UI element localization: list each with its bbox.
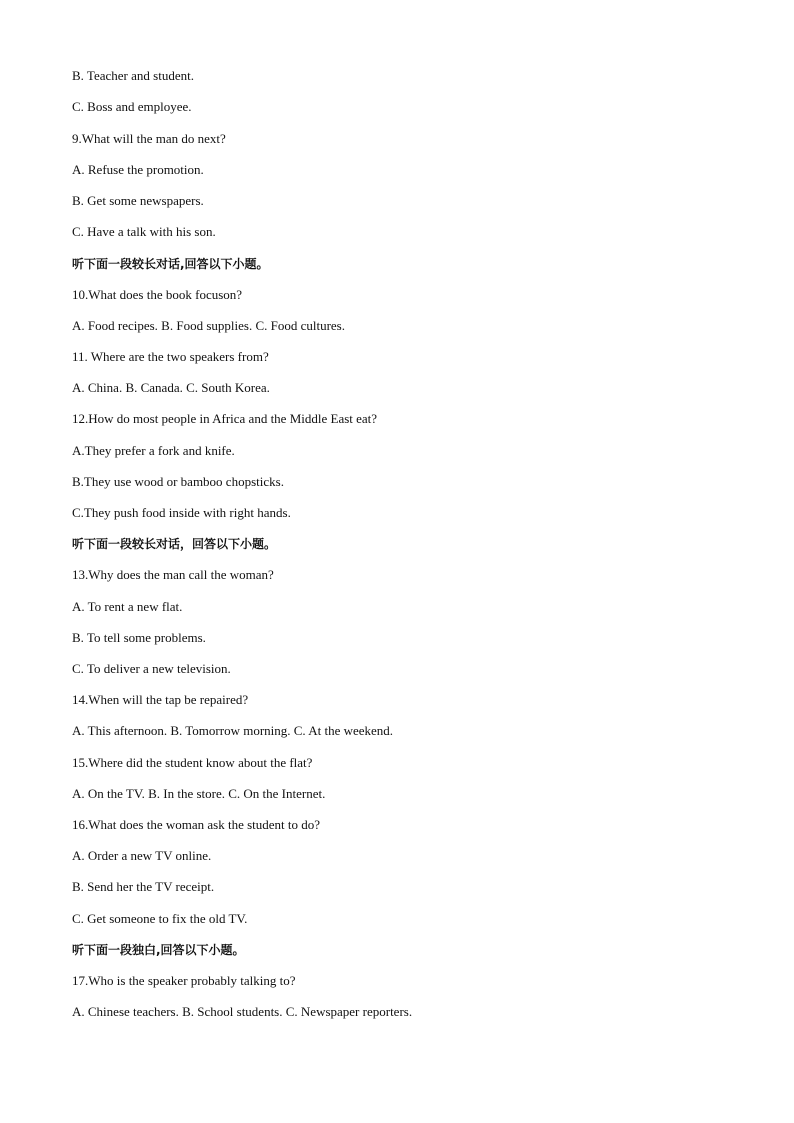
option-line: A. Food recipes. B. Food supplies. C. Food cultures.: [72, 318, 345, 333]
question-line: 9.What will the man do next?: [72, 131, 226, 146]
question-line: 11. Where are the two speakers from?: [72, 349, 269, 364]
option-line: C. To deliver a new television.: [72, 661, 231, 676]
option-line: C.They push food inside with right hands.: [72, 505, 291, 520]
section-heading: 听下面一段独白,回答以下小题。: [72, 943, 245, 957]
option-line: A. Order a new TV online.: [72, 848, 212, 863]
option-line: B. Get some newspapers.: [72, 193, 204, 208]
section-heading: 听下面一段较长对话，回答以下小题。: [72, 537, 277, 551]
option-line: C. Boss and employee.: [72, 99, 192, 114]
question-line: 13.Why does the man call the woman?: [72, 567, 274, 582]
question-line: 16.What does the woman ask the student to do?: [72, 817, 321, 832]
option-line: C. Get someone to fix the old TV.: [72, 911, 248, 926]
option-line: A.They prefer a fork and knife.: [72, 443, 235, 458]
option-line: A. Chinese teachers. B. School students. C. Newspaper reporters.: [72, 1004, 413, 1019]
question-line: 14.When will the tap be repaired?: [72, 692, 249, 707]
question-line: 15.Where did the student know about the flat?: [72, 755, 313, 770]
question-line: 10.What does the book focuson?: [72, 287, 243, 302]
question-line: 12.How do most people in Africa and the Middle East eat?: [72, 411, 378, 426]
option-line: A. China. B. Canada. C. South Korea.: [72, 380, 270, 395]
option-line: A. To rent a new flat.: [72, 599, 183, 614]
option-line: B.They use wood or bamboo chopsticks.: [72, 474, 284, 489]
option-line: A. On the TV. B. In the store. C. On the Internet.: [72, 786, 326, 801]
option-line: A. Refuse the promotion.: [72, 162, 204, 177]
option-line: C. Have a talk with his son.: [72, 224, 216, 239]
option-line: A. This afternoon. B. Tomorrow morning. C. At the weekend.: [72, 723, 394, 738]
question-line: 17.Who is the speaker probably talking to?: [72, 973, 296, 988]
section-heading: 听下面一段较长对话,回答以下小题。: [72, 257, 269, 271]
option-line: B. Teacher and student.: [72, 68, 194, 83]
option-line: B. Send her the TV receipt.: [72, 879, 215, 894]
option-line: B. To tell some problems.: [72, 630, 206, 645]
